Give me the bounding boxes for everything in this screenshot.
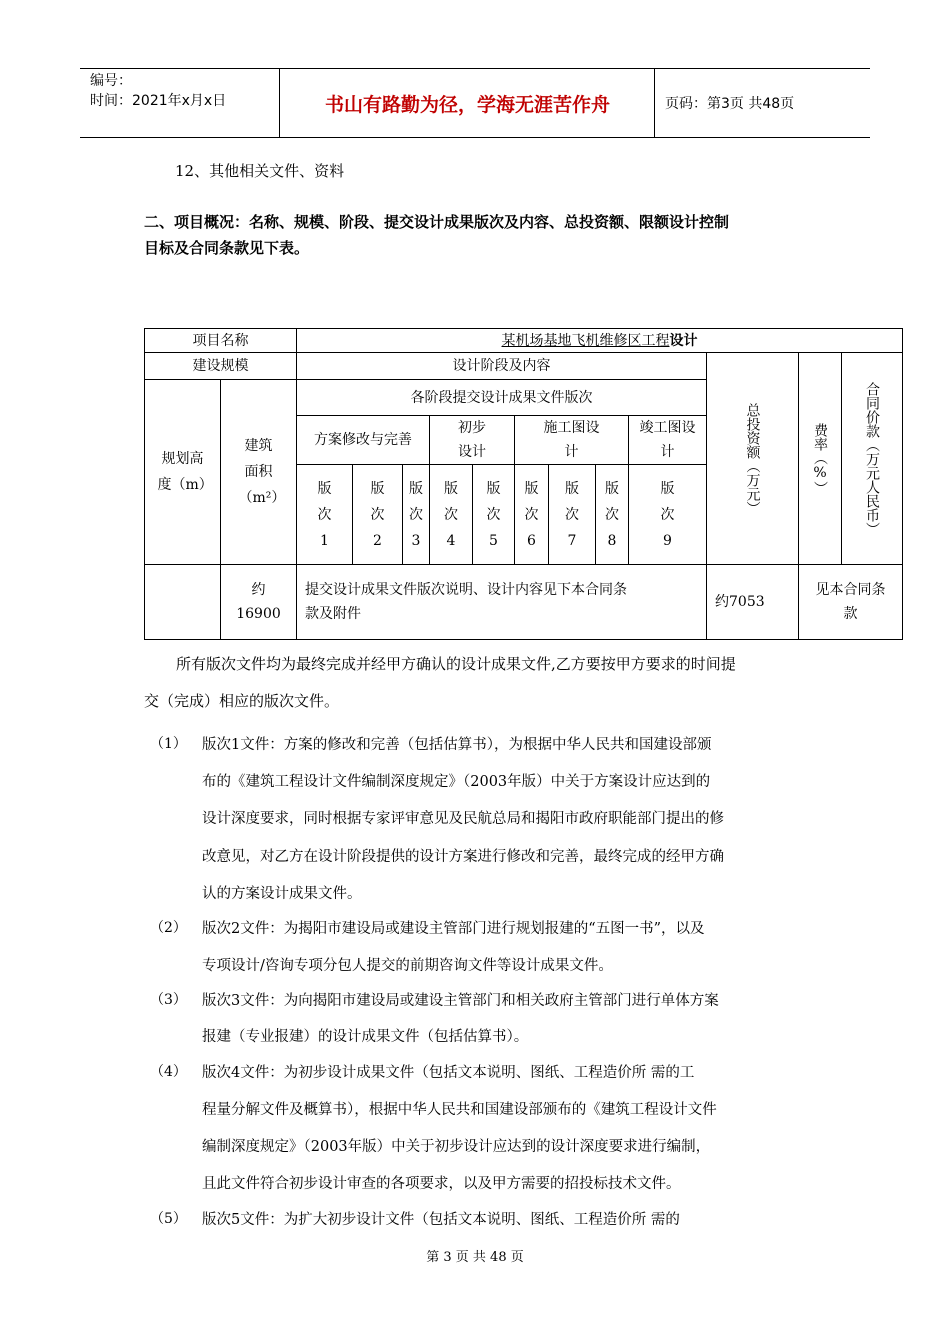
- paragraph-line1: 所有版次文件均为最终完成并经甲方确认的设计成果文件,乙方要按甲方要求的时间提: [176, 655, 736, 673]
- project-name-label: 项目名称: [144, 328, 297, 353]
- contract-price-value: 见本合同条 款: [798, 564, 903, 640]
- header-left: [80, 69, 280, 137]
- stage-label: 设计阶段及内容: [296, 352, 707, 380]
- total-invest-value: 约7053: [706, 564, 799, 640]
- header-motto: 书山有路勤为径，学海无涯苦作舟: [281, 69, 655, 137]
- versions-label: 各阶段提交设计成果文件版次: [296, 379, 707, 416]
- section2-heading-line1: 二、项目概况：名称、规模、阶段、提交设计成果版次及内容、总投资额、限额设计控制: [144, 213, 730, 231]
- page-footer: 第 3 页 共 48 页: [426, 1250, 524, 1265]
- paragraph-line2: 交（完成）相应的版次文件。: [144, 692, 340, 710]
- group-construction: 施工图设计: [514, 415, 629, 465]
- building-area-header: 建筑面积（m²）: [220, 379, 297, 565]
- plan-height-header: 规划高度（m）: [144, 379, 221, 565]
- list-item-4-line2: 程量分解文件及概算书），根据中华人民共和国建设部颁布的《建筑工程设计文件: [202, 1102, 717, 1118]
- version-3: 版次3: [402, 464, 430, 565]
- version-2: 版次2: [352, 464, 403, 565]
- project-name-text: 某机场基地飞机维修区工程: [501, 332, 670, 349]
- list-item-2-number: （2）: [150, 920, 187, 936]
- version-9: 版次9: [628, 464, 707, 565]
- list-item-1-line5: 认的方案设计成果文件。: [202, 886, 362, 902]
- list-item-2-line2: 专项设计/咨询专项分包人提交的前期咨询文件等设计成果文件。: [202, 958, 613, 974]
- header-number-label: 编号：: [90, 73, 132, 89]
- version-description: 提交设计成果文件版次说明、设计内容见下本合同条 款及附件: [296, 564, 707, 640]
- list-item-5-number: （5）: [150, 1211, 187, 1227]
- list-item-5-line1: 版次5文件：为扩大初步设计文件（包括文本说明、图纸、工程造价所 需的: [202, 1212, 680, 1228]
- project-name-value: [296, 328, 903, 353]
- version-5: 版次5: [472, 464, 515, 565]
- list-item-4-line3: 编制深度规定》（2003年版）中关于初步设计应达到的设计深度要求进行编制，: [202, 1139, 711, 1155]
- version-7: 版次7: [548, 464, 596, 565]
- total-invest-header: 总投资额（万元）: [706, 352, 799, 565]
- list-item-4-line1: 版次4文件：为初步设计成果文件（包括文本说明、图纸、工程造价所 需的工: [202, 1065, 695, 1081]
- header-page-label: 页码：第3页 共48页: [665, 96, 795, 112]
- group-scheme: 方案修改与完善: [296, 415, 430, 465]
- list-item-4-number: （4）: [150, 1064, 187, 1080]
- list-item-2-line1: 版次2文件：为揭阳市建设局或建设主管部门进行规划报建的“五图一书”，以及: [202, 921, 705, 937]
- list-item-1-line3: 设计深度要求，同时根据专家评审意见及民航总局和揭阳市政府职能部门提出的修: [202, 811, 724, 827]
- group-completion: 竣工图设计: [628, 415, 707, 465]
- page-header: [80, 68, 870, 138]
- version-4: 版次4: [429, 464, 473, 565]
- list-item-1-line2: 布的《建筑工程设计文件编制深度规定》（2003年版）中关于方案设计应达到的: [202, 774, 711, 790]
- list-item-1-line1: 版次1文件：方案的修改和完善（包括估算书），为根据中华人民共和国建设部颁: [202, 737, 712, 753]
- scale-label: 建设规模: [144, 352, 297, 380]
- group-preliminary: 初步设计: [429, 415, 515, 465]
- list-item-4-line4: 且此文件符合初步设计审查的各项要求，以及甲方需要的招投标技术文件。: [202, 1176, 681, 1192]
- item-12: 12、其他相关文件、资料: [175, 162, 345, 180]
- project-name-suffix: 设计: [669, 332, 698, 349]
- list-item-3-line2: 报建（专业报建）的设计成果文件（包括估算书）。: [202, 1029, 529, 1045]
- building-area-value: 约 16900: [220, 564, 297, 640]
- header-time-label: 时间：2021年x月x日: [90, 93, 227, 109]
- list-item-3-number: （3）: [150, 992, 187, 1008]
- version-6: 版次6: [514, 464, 549, 565]
- section2-heading-line2: 目标及合同条款见下表。: [144, 239, 310, 257]
- list-item-1-number: （1）: [150, 736, 187, 752]
- version-1: 版次1: [296, 464, 353, 565]
- list-item-3-line1: 版次3文件：为向揭阳市建设局或建设主管部门和相关政府主管部门进行单体方案: [202, 993, 719, 1009]
- version-8: 版次8: [595, 464, 629, 565]
- contract-price-header: 合同价款（万元人民币）: [841, 352, 903, 565]
- list-item-1-line4: 改意见，对乙方在设计阶段提供的设计方案进行修改和完善，最终完成的经甲方确: [202, 849, 724, 865]
- fee-rate-header: 费率（%）: [798, 352, 842, 565]
- plan-height-value: [144, 564, 221, 640]
